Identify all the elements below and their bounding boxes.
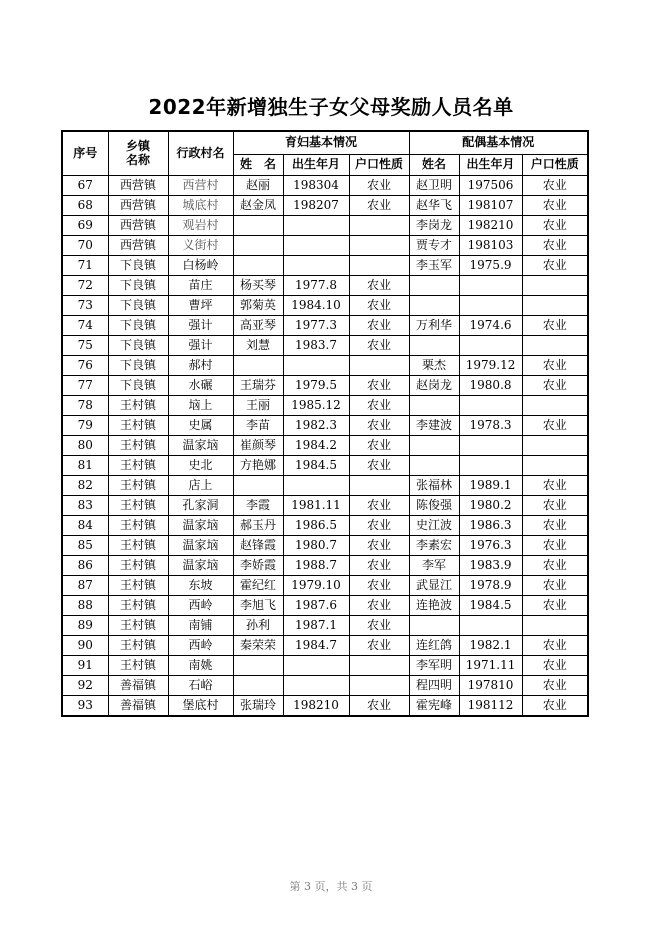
cell-wife-hukou: 农业 xyxy=(349,455,409,475)
cell-seq: 72 xyxy=(62,275,108,295)
cell-wife-hukou: 农业 xyxy=(349,435,409,455)
cell-town: 王村镇 xyxy=(108,435,168,455)
cell-spouse-hukou: 农业 xyxy=(522,175,588,195)
table-row xyxy=(62,315,588,335)
cell-spouse-hukou xyxy=(522,455,588,475)
cell-town: 下良镇 xyxy=(108,355,168,375)
cell-village: 水碾 xyxy=(168,375,233,395)
cell-wife-name: 王瑞芬 xyxy=(233,375,283,395)
cell-spouse-hukou xyxy=(522,335,588,355)
cell-town: 王村镇 xyxy=(108,655,168,675)
cell-spouse-hukou: 农业 xyxy=(522,675,588,695)
cell-spouse-birth: 198210 xyxy=(459,215,522,235)
header-town xyxy=(108,131,168,175)
cell-village: 苗庄 xyxy=(168,275,233,295)
cell-wife-birth: 1982.3 xyxy=(283,415,349,435)
cell-wife-name: 刘慧 xyxy=(233,335,283,355)
table-row xyxy=(62,695,588,716)
cell-village: 温家垴 xyxy=(168,535,233,555)
cell-wife-hukou: 农业 xyxy=(349,575,409,595)
cell-wife-name: 霍纪红 xyxy=(233,575,283,595)
cell-town: 下良镇 xyxy=(108,275,168,295)
cell-spouse-name: 李素宏 xyxy=(409,535,459,555)
cell-spouse-birth: 1978.9 xyxy=(459,575,522,595)
cell-village: 史属 xyxy=(168,415,233,435)
cell-spouse-birth xyxy=(459,295,522,315)
cell-seq: 78 xyxy=(62,395,108,415)
cell-village: 店上 xyxy=(168,475,233,495)
cell-wife-name: 王丽 xyxy=(233,395,283,415)
cell-spouse-hukou xyxy=(522,275,588,295)
cell-spouse-birth xyxy=(459,395,522,415)
cell-wife-hukou: 农业 xyxy=(349,515,409,535)
cell-wife-hukou: 农业 xyxy=(349,415,409,435)
table-row xyxy=(62,595,588,615)
cell-spouse-birth: 1984.5 xyxy=(459,595,522,615)
table-row xyxy=(62,195,588,215)
cell-spouse-name: 万利华 xyxy=(409,315,459,335)
cell-wife-name xyxy=(233,355,283,375)
cell-spouse-name: 赵华飞 xyxy=(409,195,459,215)
cell-spouse-hukou: 农业 xyxy=(522,535,588,555)
cell-wife-name: 崔颜琴 xyxy=(233,435,283,455)
cell-town: 王村镇 xyxy=(108,455,168,475)
cell-wife-name: 方艳娜 xyxy=(233,455,283,475)
cell-wife-birth: 1984.10 xyxy=(283,295,349,315)
table-row xyxy=(62,235,588,255)
cell-seq: 87 xyxy=(62,575,108,595)
cell-wife-hukou: 农业 xyxy=(349,375,409,395)
cell-town: 善福镇 xyxy=(108,675,168,695)
cell-wife-birth: 1984.2 xyxy=(283,435,349,455)
cell-village: 南姚 xyxy=(168,655,233,675)
cell-wife-hukou: 农业 xyxy=(349,295,409,315)
header-town-label: 乡镇 名称 xyxy=(125,139,150,168)
cell-village: 西岭 xyxy=(168,595,233,615)
table-row xyxy=(62,335,588,355)
cell-wife-name: 赵丽 xyxy=(233,175,283,195)
cell-spouse-birth: 1971.11 xyxy=(459,655,522,675)
cell-spouse-hukou: 农业 xyxy=(522,355,588,375)
cell-town: 西营镇 xyxy=(108,235,168,255)
cell-spouse-hukou: 农业 xyxy=(522,255,588,275)
header-spouse-birth: 出生年月 xyxy=(459,154,522,175)
cell-town: 王村镇 xyxy=(108,515,168,535)
cell-spouse-name: 赵卫明 xyxy=(409,175,459,195)
cell-spouse-birth: 1986.3 xyxy=(459,515,522,535)
cell-village: 温家垴 xyxy=(168,435,233,455)
cell-wife-hukou xyxy=(349,215,409,235)
cell-town: 王村镇 xyxy=(108,415,168,435)
cell-spouse-name: 李建波 xyxy=(409,415,459,435)
cell-town: 西营镇 xyxy=(108,175,168,195)
header-village: 行政村名 xyxy=(168,131,233,175)
cell-wife-name xyxy=(233,475,283,495)
cell-spouse-birth: 198103 xyxy=(459,235,522,255)
header-wife-birth: 出生年月 xyxy=(283,154,349,175)
cell-seq: 71 xyxy=(62,255,108,275)
cell-seq: 86 xyxy=(62,555,108,575)
cell-town: 下良镇 xyxy=(108,335,168,355)
cell-village: 强计 xyxy=(168,315,233,335)
cell-seq: 79 xyxy=(62,415,108,435)
cell-spouse-birth xyxy=(459,435,522,455)
cell-spouse-birth: 198107 xyxy=(459,195,522,215)
cell-spouse-hukou xyxy=(522,615,588,635)
cell-wife-name xyxy=(233,655,283,675)
cell-wife-name: 孙利 xyxy=(233,615,283,635)
cell-spouse-birth: 198112 xyxy=(459,695,522,716)
cell-wife-name: 赵锋霞 xyxy=(233,535,283,555)
cell-seq: 74 xyxy=(62,315,108,335)
cell-town: 善福镇 xyxy=(108,695,168,716)
cell-spouse-name xyxy=(409,615,459,635)
cell-spouse-name: 赵岗龙 xyxy=(409,375,459,395)
cell-town: 王村镇 xyxy=(108,595,168,615)
cell-seq: 82 xyxy=(62,475,108,495)
cell-wife-birth xyxy=(283,475,349,495)
cell-village: 城底村 xyxy=(168,195,233,215)
cell-spouse-birth xyxy=(459,335,522,355)
cell-wife-birth: 1987.6 xyxy=(283,595,349,615)
cell-wife-birth: 1986.5 xyxy=(283,515,349,535)
cell-wife-birth: 198210 xyxy=(283,695,349,716)
table-row xyxy=(62,215,588,235)
cell-wife-birth: 1977.8 xyxy=(283,275,349,295)
table-row xyxy=(62,415,588,435)
cell-spouse-name: 栗杰 xyxy=(409,355,459,375)
cell-village: 义街村 xyxy=(168,235,233,255)
cell-seq: 81 xyxy=(62,455,108,475)
cell-spouse-name xyxy=(409,435,459,455)
cell-wife-birth xyxy=(283,355,349,375)
header-wife-name: 姓 名 xyxy=(233,154,283,175)
table-row xyxy=(62,175,588,195)
cell-village: 强计 xyxy=(168,335,233,355)
table-row xyxy=(62,435,588,455)
cell-spouse-hukou: 农业 xyxy=(522,555,588,575)
cell-wife-name: 赵金凤 xyxy=(233,195,283,215)
cell-village: 曹坪 xyxy=(168,295,233,315)
table-row xyxy=(62,555,588,575)
cell-spouse-name: 武显江 xyxy=(409,575,459,595)
cell-spouse-hukou: 农业 xyxy=(522,495,588,515)
cell-spouse-name: 霍宪峰 xyxy=(409,695,459,716)
cell-village: 史北 xyxy=(168,455,233,475)
page-title: 2022年新增独生子女父母奖励人员名单 xyxy=(148,95,514,119)
cell-spouse-birth: 1980.2 xyxy=(459,495,522,515)
cell-spouse-hukou: 农业 xyxy=(522,515,588,535)
cell-wife-name: 高亚琴 xyxy=(233,315,283,335)
cell-wife-name xyxy=(233,215,283,235)
cell-spouse-hukou xyxy=(522,295,588,315)
cell-wife-birth: 1979.10 xyxy=(283,575,349,595)
cell-village: 温家垴 xyxy=(168,515,233,535)
cell-town: 下良镇 xyxy=(108,255,168,275)
cell-wife-birth: 198304 xyxy=(283,175,349,195)
cell-wife-hukou xyxy=(349,675,409,695)
cell-spouse-birth: 197506 xyxy=(459,175,522,195)
cell-spouse-hukou: 农业 xyxy=(522,595,588,615)
cell-town: 下良镇 xyxy=(108,295,168,315)
cell-seq: 76 xyxy=(62,355,108,375)
cell-wife-hukou xyxy=(349,235,409,255)
table-row xyxy=(62,475,588,495)
table-row xyxy=(62,375,588,395)
cell-spouse-name: 李岗龙 xyxy=(409,215,459,235)
cell-wife-hukou: 农业 xyxy=(349,615,409,635)
cell-village: 石峪 xyxy=(168,675,233,695)
cell-village: 堡底村 xyxy=(168,695,233,716)
cell-seq: 80 xyxy=(62,435,108,455)
cell-village: 南铺 xyxy=(168,615,233,635)
cell-town: 王村镇 xyxy=(108,535,168,555)
cell-wife-name xyxy=(233,255,283,275)
cell-seq: 93 xyxy=(62,695,108,716)
cell-spouse-hukou: 农业 xyxy=(522,655,588,675)
cell-seq: 75 xyxy=(62,335,108,355)
cell-spouse-name xyxy=(409,335,459,355)
cell-town: 王村镇 xyxy=(108,475,168,495)
cell-seq: 90 xyxy=(62,635,108,655)
table-row xyxy=(62,535,588,555)
cell-village: 观岩村 xyxy=(168,215,233,235)
cell-wife-hukou: 农业 xyxy=(349,595,409,615)
cell-wife-birth: 198207 xyxy=(283,195,349,215)
cell-spouse-hukou: 农业 xyxy=(522,375,588,395)
table-row xyxy=(62,495,588,515)
cell-seq: 84 xyxy=(62,515,108,535)
cell-wife-name: 李娇霞 xyxy=(233,555,283,575)
table-row xyxy=(62,575,588,595)
cell-spouse-birth: 1989.1 xyxy=(459,475,522,495)
cell-seq: 89 xyxy=(62,615,108,635)
cell-spouse-birth xyxy=(459,275,522,295)
cell-village: 白杨岭 xyxy=(168,255,233,275)
cell-wife-hukou: 农业 xyxy=(349,175,409,195)
cell-town: 王村镇 xyxy=(108,615,168,635)
cell-wife-hukou xyxy=(349,355,409,375)
cell-village: 西岭 xyxy=(168,635,233,655)
cell-spouse-birth: 197810 xyxy=(459,675,522,695)
cell-seq: 77 xyxy=(62,375,108,395)
cell-village: 温家垴 xyxy=(168,555,233,575)
cell-spouse-name: 史江波 xyxy=(409,515,459,535)
cell-wife-birth: 1988.7 xyxy=(283,555,349,575)
cell-spouse-birth: 1980.8 xyxy=(459,375,522,395)
cell-spouse-hukou: 农业 xyxy=(522,235,588,255)
header-wife-group: 育妇基本情况 xyxy=(233,131,409,154)
cell-spouse-name: 李玉军 xyxy=(409,255,459,275)
cell-wife-name: 李苗 xyxy=(233,415,283,435)
cell-seq: 73 xyxy=(62,295,108,315)
cell-spouse-name xyxy=(409,395,459,415)
cell-spouse-birth: 1979.12 xyxy=(459,355,522,375)
cell-wife-hukou: 农业 xyxy=(349,195,409,215)
table-row xyxy=(62,515,588,535)
cell-wife-birth: 1985.12 xyxy=(283,395,349,415)
cell-spouse-name: 李军明 xyxy=(409,655,459,675)
cell-wife-birth: 1987.1 xyxy=(283,615,349,635)
header-spouse-name: 姓名 xyxy=(409,154,459,175)
table-row xyxy=(62,615,588,635)
cell-wife-birth: 1981.11 xyxy=(283,495,349,515)
cell-spouse-hukou xyxy=(522,435,588,455)
cell-wife-name: 李旭飞 xyxy=(233,595,283,615)
header-spouse-hukou: 户口性质 xyxy=(522,154,588,175)
cell-wife-hukou: 农业 xyxy=(349,315,409,335)
cell-town: 王村镇 xyxy=(108,555,168,575)
cell-wife-hukou: 农业 xyxy=(349,335,409,355)
cell-spouse-name: 连红鸽 xyxy=(409,635,459,655)
cell-spouse-birth xyxy=(459,455,522,475)
cell-wife-birth: 1983.7 xyxy=(283,335,349,355)
table-row xyxy=(62,275,588,295)
cell-seq: 70 xyxy=(62,235,108,255)
cell-spouse-hukou xyxy=(522,395,588,415)
cell-spouse-birth: 1982.1 xyxy=(459,635,522,655)
cell-wife-hukou xyxy=(349,255,409,275)
table-row xyxy=(62,455,588,475)
cell-wife-name xyxy=(233,235,283,255)
table-row xyxy=(62,295,588,315)
cell-spouse-birth: 1974.6 xyxy=(459,315,522,335)
cell-wife-name: 杨买琴 xyxy=(233,275,283,295)
cell-town: 西营镇 xyxy=(108,215,168,235)
cell-spouse-name: 张福林 xyxy=(409,475,459,495)
table-row xyxy=(62,395,588,415)
cell-village: 郝村 xyxy=(168,355,233,375)
cell-seq: 85 xyxy=(62,535,108,555)
cell-wife-hukou: 农业 xyxy=(349,395,409,415)
cell-village: 孔家洞 xyxy=(168,495,233,515)
cell-village: 西营村 xyxy=(168,175,233,195)
cell-spouse-hukou: 农业 xyxy=(522,195,588,215)
table-row xyxy=(62,675,588,695)
cell-village: 东坡 xyxy=(168,575,233,595)
cell-town: 下良镇 xyxy=(108,315,168,335)
table-row xyxy=(62,635,588,655)
page-footer: 第 3 页，共 3 页 xyxy=(289,880,373,893)
cell-spouse-hukou: 农业 xyxy=(522,695,588,716)
cell-wife-hukou: 农业 xyxy=(349,495,409,515)
cell-wife-name: 秦荣荣 xyxy=(233,635,283,655)
cell-wife-hukou xyxy=(349,475,409,495)
cell-town: 王村镇 xyxy=(108,495,168,515)
cell-wife-name: 李霞 xyxy=(233,495,283,515)
cell-town: 王村镇 xyxy=(108,575,168,595)
cell-wife-birth: 1977.3 xyxy=(283,315,349,335)
cell-spouse-name xyxy=(409,455,459,475)
cell-spouse-birth xyxy=(459,615,522,635)
table-body xyxy=(62,175,588,716)
cell-seq: 68 xyxy=(62,195,108,215)
cell-seq: 91 xyxy=(62,655,108,675)
table-row xyxy=(62,255,588,275)
cell-seq: 69 xyxy=(62,215,108,235)
cell-spouse-hukou: 农业 xyxy=(522,575,588,595)
cell-spouse-birth: 1983.9 xyxy=(459,555,522,575)
cell-town: 王村镇 xyxy=(108,635,168,655)
cell-wife-birth xyxy=(283,655,349,675)
cell-wife-hukou: 农业 xyxy=(349,535,409,555)
header-wife-hukou: 户口性质 xyxy=(349,154,409,175)
cell-spouse-name: 程四明 xyxy=(409,675,459,695)
cell-wife-hukou: 农业 xyxy=(349,635,409,655)
cell-spouse-hukou: 农业 xyxy=(522,315,588,335)
cell-spouse-name: 李军 xyxy=(409,555,459,575)
cell-town: 王村镇 xyxy=(108,395,168,415)
cell-wife-hukou: 农业 xyxy=(349,275,409,295)
cell-spouse-birth: 1976.3 xyxy=(459,535,522,555)
cell-wife-hukou: 农业 xyxy=(349,555,409,575)
cell-wife-birth: 1984.5 xyxy=(283,455,349,475)
cell-spouse-hukou: 农业 xyxy=(522,415,588,435)
cell-wife-birth xyxy=(283,675,349,695)
table-row xyxy=(62,355,588,375)
cell-spouse-name: 连艳波 xyxy=(409,595,459,615)
header-seq: 序号 xyxy=(62,131,108,175)
cell-wife-birth: 1984.7 xyxy=(283,635,349,655)
cell-seq: 67 xyxy=(62,175,108,195)
cell-seq: 92 xyxy=(62,675,108,695)
cell-wife-birth: 1980.7 xyxy=(283,535,349,555)
cell-wife-birth xyxy=(283,215,349,235)
cell-spouse-hukou: 农业 xyxy=(522,635,588,655)
cell-wife-hukou xyxy=(349,655,409,675)
header-spouse-group: 配偶基本情况 xyxy=(409,131,588,154)
cell-spouse-birth: 1978.3 xyxy=(459,415,522,435)
cell-wife-name: 郭菊英 xyxy=(233,295,283,315)
cell-wife-name: 张瑞玲 xyxy=(233,695,283,716)
cell-spouse-name: 陈俊强 xyxy=(409,495,459,515)
cell-village: 垴上 xyxy=(168,395,233,415)
cell-town: 西营镇 xyxy=(108,195,168,215)
cell-spouse-name xyxy=(409,275,459,295)
cell-town: 下良镇 xyxy=(108,375,168,395)
cell-wife-birth xyxy=(283,235,349,255)
cell-wife-name xyxy=(233,675,283,695)
table-row xyxy=(62,655,588,675)
cell-spouse-birth: 1975.9 xyxy=(459,255,522,275)
cell-wife-name: 郝玉丹 xyxy=(233,515,283,535)
cell-wife-birth xyxy=(283,255,349,275)
cell-seq: 88 xyxy=(62,595,108,615)
award-list-table xyxy=(61,130,589,717)
cell-spouse-hukou: 农业 xyxy=(522,215,588,235)
cell-wife-hukou: 农业 xyxy=(349,695,409,716)
cell-wife-birth: 1979.5 xyxy=(283,375,349,395)
cell-spouse-name xyxy=(409,295,459,315)
cell-seq: 83 xyxy=(62,495,108,515)
cell-spouse-hukou: 农业 xyxy=(522,475,588,495)
cell-spouse-name: 贾专才 xyxy=(409,235,459,255)
